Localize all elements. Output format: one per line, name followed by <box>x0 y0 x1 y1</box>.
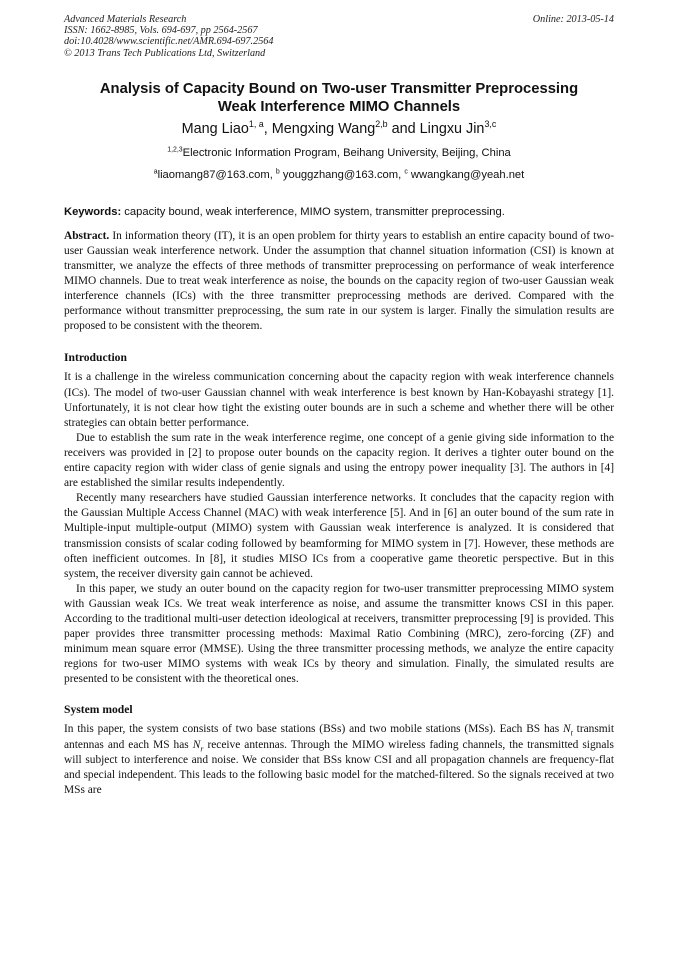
email-address: liaomang87@163.com, <box>157 168 276 181</box>
paragraph: Due to establish the sum rate in the weak interference regime, one concept of a genie giving side information to the receivers was provided in [2] to propose outer bounds on the capacity region. It derives a tighter outer bound on the entire capacity region with wider class of genie signals and using the entropy power inequality [3]. The authors in [4] are established the similar results independently. <box>64 431 614 490</box>
symbol-base: N <box>563 723 571 736</box>
text-run: receive antennas. Through the MIMO wireless fading channels, the transmitted signals will subject to interference and noise. We consider that BSs know CSI and all propagation channels are frequency-flat and special independent. This leads to the following basic model for the matched-filtered. So the signals received at two MSs are <box>64 738 614 796</box>
email-list <box>64 168 614 182</box>
author-sup: 1, a <box>248 119 264 130</box>
online-date: Online: 2013-05-14 <box>532 14 614 25</box>
abstract-text: In information theory (IT), it is an open problem for thirty years to establish an entire capacity bound of two-user Gaussian weak interference network. Under the assumption that channel situation information (CSI) is known at transmitter, we analyze the effects of three methods of transmitter preprocessing on performance of weak interference MIMO channels. Due to treat weak interference as noise, the bounds on the capacity region of two-user Gaussian weak interference channels (ICs) with the three transmitter preprocessing methods are derived. Compared with the performance without transmitter preprocessing, the sum rate in our system is larger. Finally the simulation results are proposed to be consistent with the theorem. <box>64 229 614 333</box>
abstract-label: Abstract. <box>64 229 110 242</box>
doi-line: doi:10.4028/www.scientific.net/AMR.694-697.2564 <box>64 36 274 48</box>
symbol-subscript: t <box>570 728 573 738</box>
copyright-line: © 2013 Trans Tech Publications Ltd, Switzerland <box>64 47 266 59</box>
email-address: wwangkang@yeah.net <box>407 168 525 181</box>
section-heading-introduction: Introduction <box>64 351 127 365</box>
author-sup: 2,b <box>375 119 388 130</box>
paragraph: In this paper, we study an outer bound on the capacity region for two-user transmitter preprocessing MIMO system with Gaussian weak ICs. We treat weak interference as noise, and assume the transmitter knows CSI in this paper. According to the traditional multi-user detection ideological at receivers, transmitter preprocessing [9] is provided. This paper provides three transmitter processing methods: Maximal Ratio Combining (MRC), zero-forcing (ZF) and minimum mean square error (MMSE). Using the three transmitter processing methods, we analyze the entire capacity regions for two-user MIMO systems with weak ICs by theory and simulation. Finally, the simulated results are presented to be consistent with the theoretical ones. <box>64 582 614 686</box>
keywords-label: Keywords: <box>64 205 122 218</box>
author-name: Mang Liao <box>181 120 249 137</box>
paragraph: It is a challenge in the wireless communication concerning about the capacity region with weak interference channels (ICs). The model of two-user Gaussian channel with weak interference is best known by Han-Kobayashi strategy [1]. Unfortunately, it is not clear how tight the existing outer bounds are in such a scheme and whether there will be other strategies can obtain better performance. <box>64 371 614 429</box>
author-sup: 3,c <box>484 119 497 130</box>
title-line-1: Analysis of Capacity Bound on Two-user Transmitter Preprocessing <box>99 80 579 97</box>
text-run: In this paper, the system consists of two base stations (BSs) and two mobile stations (MSs). Each BS has <box>64 723 563 736</box>
publication-info <box>64 14 273 59</box>
issn-line: ISSN: 1662-8985, Vols. 694-697, pp 2564-2567 <box>64 25 258 37</box>
email-address: youggzhang@163.com, <box>279 168 405 181</box>
running-header <box>64 14 614 59</box>
author-separator: and <box>387 120 420 137</box>
abstract <box>64 229 614 335</box>
journal-name: Advanced Materials Research <box>64 14 187 25</box>
email-sup: a <box>153 168 158 176</box>
symbol-subscript: r <box>200 743 204 753</box>
affiliation-text: Electronic Information Program, Beihang University, Beijing, China <box>182 146 511 159</box>
math-symbol <box>563 723 573 738</box>
keywords <box>64 205 614 219</box>
paragraph: Recently many researchers have studied Gaussian interference networks. It concludes that the capacity region with the Gaussian Multiple Access Channel (MAC) with weak interference [5]. And in [6] an outer bound of the sum rate in Multiple-input multiple-output (MIMO) system with Gaussian weak interference is analyzed. It is considered that transmission consists of scalar coding followed by beamforming for MIMO system in [7]. However, these methods are often inefficient outcomes. In [8], it studies MISO ICs from a cooperative game theoretic perspective. But in this system, the receiver diversity gain cannot be achieved. <box>64 492 614 580</box>
author-list <box>64 120 614 138</box>
section-heading-system-model: System model <box>64 703 133 717</box>
email-sup: c <box>404 168 408 176</box>
affiliation <box>64 146 614 160</box>
author-name: Mengxing Wang <box>271 120 376 137</box>
author-name: Lingxu Jin <box>419 120 485 137</box>
text-run: transmit antennas and each MS has <box>64 723 614 751</box>
paper-title <box>64 80 614 116</box>
symbol-base: N <box>192 738 201 751</box>
paragraph <box>64 722 614 797</box>
math-symbol <box>193 739 204 751</box>
title-line-2: Weak Interference MIMO Channels <box>217 98 461 115</box>
affiliation-sup: 1,2,3 <box>167 146 183 154</box>
email-sup: b <box>275 168 280 176</box>
keywords-text: capacity bound, weak interference, MIMO system, transmitter preprocessing. <box>121 205 505 218</box>
author-separator: , <box>263 120 272 137</box>
